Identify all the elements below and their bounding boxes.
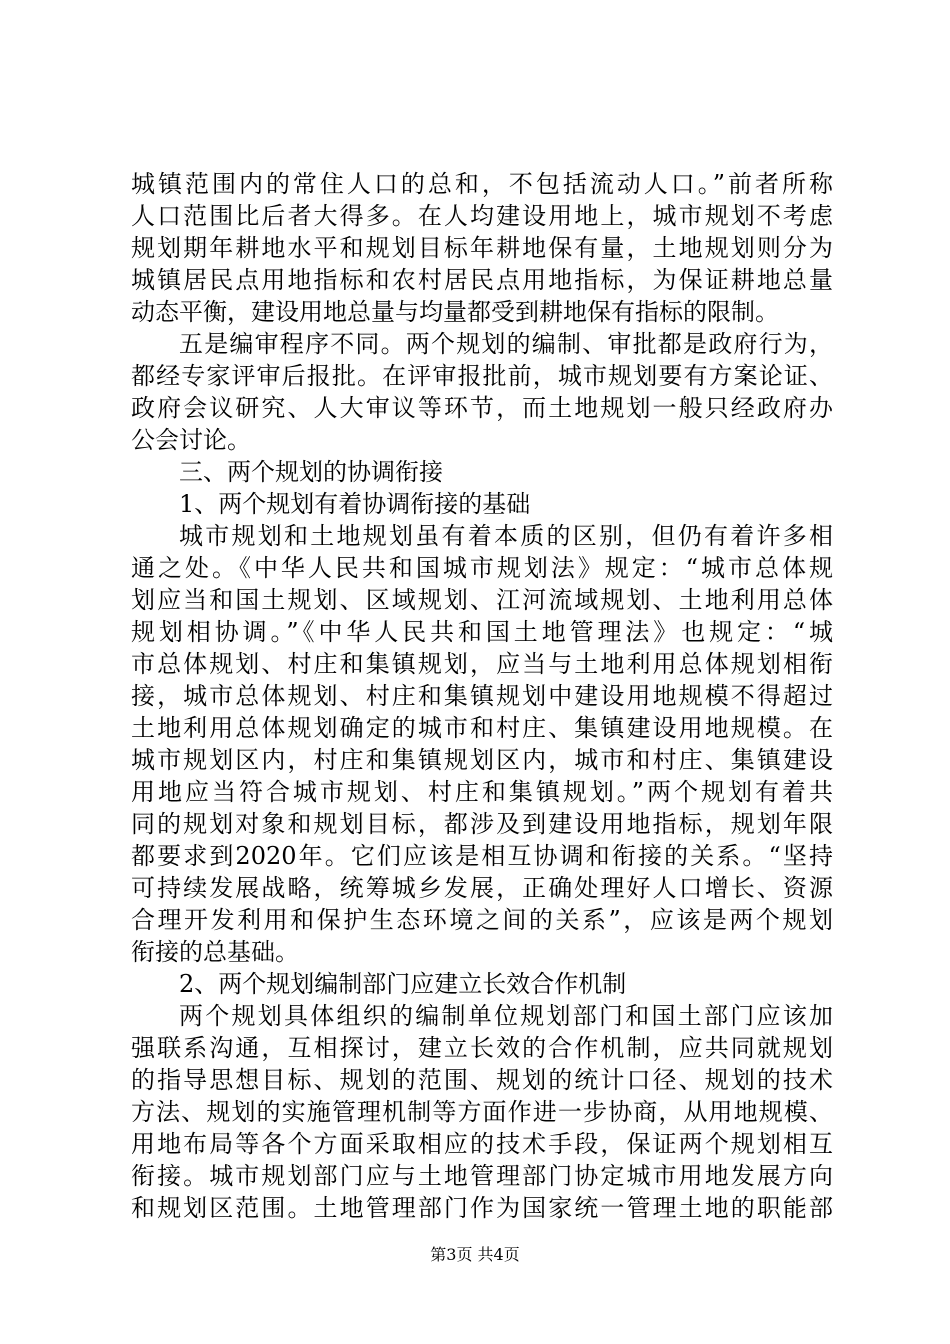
text-line: 城镇居民点用地指标和农村居民点用地指标，为保证耕地总量	[131, 266, 833, 294]
text-line: 动态平衡，建设用地总量与均量都受到耕地保有指标的限制。	[131, 298, 779, 326]
page-number: 第3页 共4页	[430, 1245, 520, 1264]
text-line: 政府会议研究、人大审议等环节，而土地规划一般只经政府办	[131, 394, 833, 422]
text-line: 规划相协调。”《中华人民共和国土地管理法》也规定：“城	[131, 618, 833, 646]
text-line: 2、两个规划编制部门应建立长效合作机制	[179, 970, 627, 998]
text-line: 接，城市总体规划、村庄和集镇规划中建设用地规模不得超过	[131, 682, 833, 710]
text-line: 用地布局等各个方面采取相应的技术手段，保证两个规划相互	[131, 1130, 833, 1158]
text-line: 市总体规划、村庄和集镇规划，应当与土地利用总体规划相衔	[131, 650, 833, 678]
page-footer	[0, 1245, 950, 1265]
text-line: 方法、规划的实施管理机制等方面作进一步协商，从用地规模、	[131, 1098, 833, 1126]
text-line: 都经专家评审后报批。在评审报批前，城市规划要有方案论证、	[131, 362, 833, 390]
text-line: 两个规划具体组织的编制单位规划部门和国土部门应该加	[179, 1002, 833, 1030]
text-line: 衔接的总基础。	[131, 938, 299, 966]
text-line: 人口范围比后者大得多。在人均建设用地上，城市规划不考虑	[131, 202, 833, 230]
document-body	[131, 168, 833, 1224]
text-line: 的指导思想目标、规划的范围、规划的统计口径、规划的技术	[131, 1066, 833, 1094]
text-line: 衔接。城市规划部门应与土地管理部门协定城市用地发展方向	[131, 1162, 833, 1190]
text-line: 和规划区范围。土地管理部门作为国家统一管理土地的职能部	[131, 1194, 833, 1222]
text-line: 五是编审程序不同。两个规划的编制、审批都是政府行为，	[179, 330, 833, 358]
text-line: 同的规划对象和规划目标，都涉及到建设用地指标，规划年限	[131, 810, 833, 838]
text-line: 城市规划区内，村庄和集镇规划区内，城市和村庄、集镇建设	[131, 746, 833, 774]
text-line: 城市规划和土地规划虽有着本质的区别，但仍有着许多相	[179, 522, 833, 550]
text-line: 1、两个规划有着协调衔接的基础	[179, 490, 531, 518]
text-line: 公会讨论。	[131, 426, 251, 454]
text-line: 三、两个规划的协调衔接	[179, 458, 443, 486]
text-line: 都要求到2020年。它们应该是相互协调和衔接的关系。“坚持	[131, 842, 833, 870]
text-line: 用地应当符合城市规划、村庄和集镇规划。”两个规划有着共	[131, 778, 833, 806]
text-line: 划应当和国土规划、区域规划、江河流域规划、土地利用总体	[131, 586, 833, 614]
text-line: 强联系沟通，互相探讨，建立长效的合作机制，应共同就规划	[131, 1034, 833, 1062]
text-line: 土地利用总体规划确定的城市和村庄、集镇建设用地规模。在	[131, 714, 833, 742]
text-line: 规划期年耕地水平和规划目标年耕地保有量，土地规划则分为	[131, 234, 833, 262]
text-line: 通之处。《中华人民共和国城市规划法》规定：“城市总体规	[131, 554, 833, 582]
text-line: 合理开发利用和保护生态环境之间的关系”，应该是两个规划	[131, 906, 833, 934]
text-line: 城镇范围内的常住人口的总和，不包括流动人口。”前者所称	[131, 170, 833, 198]
text-line: 可持续发展战略，统筹城乡发展，正确处理好人口增长、资源	[131, 874, 833, 902]
